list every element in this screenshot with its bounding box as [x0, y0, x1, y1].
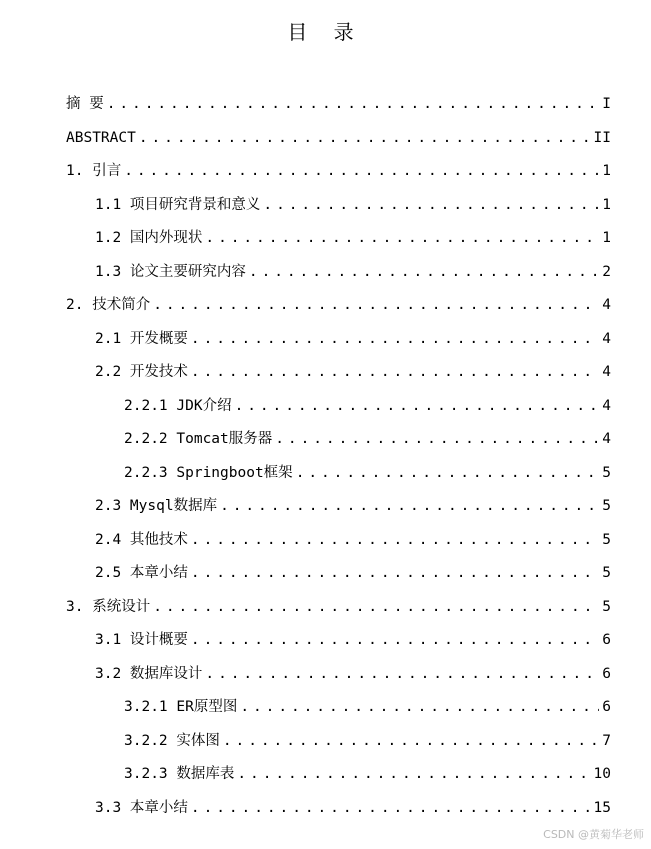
toc-entry-label: 1.1 项目研究背景和意义 [95, 197, 261, 213]
toc-leader-dots [296, 462, 600, 484]
toc-entry-2-2-2[interactable] [124, 428, 611, 450]
toc-leader-dots [275, 428, 599, 450]
toc-entry-abstract-cn[interactable] [66, 93, 611, 115]
toc-entry-page: 7 [602, 733, 611, 749]
toc-entry-page: 4 [602, 398, 611, 414]
toc-entry-page: 5 [602, 498, 611, 514]
toc-entry-label: 2.2.1 JDK介绍 [124, 398, 232, 414]
toc-leader-dots [205, 663, 599, 685]
toc-entry-page: 1 [602, 197, 611, 213]
toc-entry-page: 1 [602, 230, 611, 246]
toc-leader-dots [153, 596, 599, 618]
toc-entry-1-1[interactable] [95, 194, 611, 216]
toc-entry-page: I [602, 96, 611, 112]
toc-entry-label: 1.3 论文主要研究内容 [95, 264, 246, 280]
toc-leader-dots [220, 495, 599, 517]
toc-entry-page: 5 [602, 599, 611, 615]
toc-entry-label: ABSTRACT [66, 130, 136, 146]
toc-leader-dots [191, 562, 599, 584]
toc-leader-dots [124, 160, 599, 182]
toc-leader-dots [139, 127, 591, 149]
toc-entry-3-2-2[interactable] [124, 730, 611, 752]
toc-entry-page: 6 [602, 632, 611, 648]
toc-leader-dots [191, 797, 591, 819]
toc-leader-dots [191, 361, 599, 383]
toc-entry-label: 2. 技术简介 [66, 297, 151, 313]
toc-entry-2-2-1[interactable] [124, 395, 611, 417]
toc-entry-label: 3.2.3 数据库表 [124, 766, 235, 782]
toc-entry-2-1[interactable] [95, 328, 611, 350]
toc-entry-1-3[interactable] [95, 261, 611, 283]
toc-leader-dots [191, 529, 599, 551]
toc-entry-label: 2.2 开发技术 [95, 364, 188, 380]
toc-leader-dots [235, 395, 600, 417]
toc-entry-label: 摘 要 [66, 96, 104, 112]
page-title: 目 录 [287, 20, 364, 44]
toc-leader-dots [153, 294, 599, 316]
toc-entry-label: 3.2.1 ER原型图 [124, 699, 238, 715]
toc-entry-3-2-3[interactable] [124, 763, 611, 785]
toc-entry-page: 1 [602, 163, 611, 179]
toc-entry-label: 3.1 设计概要 [95, 632, 188, 648]
toc-entry-2-4[interactable] [95, 529, 611, 551]
toc-entry-page: 6 [602, 666, 611, 682]
toc-entry-label: 3. 系统设计 [66, 599, 151, 615]
toc-entry-label: 3.3 本章小结 [95, 800, 188, 816]
toc-leader-dots [107, 93, 600, 115]
toc-entry-3-1[interactable] [95, 629, 611, 651]
toc-entry-label: 3.2.2 实体图 [124, 733, 220, 749]
toc-entry-page: 5 [602, 532, 611, 548]
toc-leader-dots [240, 696, 599, 718]
toc-entry-page: 6 [602, 699, 611, 715]
toc-leader-dots [263, 194, 599, 216]
toc-entry-label: 2.2.2 Tomcat服务器 [124, 431, 273, 447]
toc-entry-page: 5 [602, 565, 611, 581]
toc-leader-dots [237, 763, 590, 785]
toc-entry-page: 5 [602, 465, 611, 481]
toc-leader-dots [223, 730, 599, 752]
toc-entry-1-2[interactable] [95, 227, 611, 249]
toc-entry-label: 2.5 本章小结 [95, 565, 188, 581]
toc-entry-abstract-en[interactable] [66, 127, 611, 149]
toc-leader-dots [191, 328, 599, 350]
toc-leader-dots [191, 629, 599, 651]
toc-entry-2-2[interactable] [95, 361, 611, 383]
toc-entry-page: 2 [602, 264, 611, 280]
toc-entry-page: II [593, 130, 611, 146]
toc-entry-page: 4 [602, 331, 611, 347]
toc-entry-2-3[interactable] [95, 495, 611, 517]
toc-entry-page: 4 [602, 297, 611, 313]
toc-entry-page: 15 [593, 800, 611, 816]
toc-entry-chapter-1[interactable] [66, 160, 611, 182]
toc-leader-dots [249, 261, 599, 283]
watermark: CSDN @黄菊华老师 [543, 828, 644, 841]
toc-entry-3-3[interactable] [95, 797, 611, 819]
toc-entry-2-2-3[interactable] [124, 462, 611, 484]
toc-entry-page: 4 [602, 364, 611, 380]
toc-entry-label: 2.2.3 Springboot框架 [124, 465, 293, 481]
toc-entry-label: 2.1 开发概要 [95, 331, 188, 347]
toc-leader-dots [205, 227, 599, 249]
toc-entry-chapter-2[interactable] [66, 294, 611, 316]
toc-entry-label: 2.4 其他技术 [95, 532, 188, 548]
toc-entry-label: 1.2 国内外现状 [95, 230, 203, 246]
toc-entry-chapter-3[interactable] [66, 596, 611, 618]
toc-entry-label: 2.3 Mysql数据库 [95, 498, 218, 514]
toc-entry-page: 4 [602, 431, 611, 447]
toc-entry-3-2[interactable] [95, 663, 611, 685]
toc-entry-page: 10 [593, 766, 611, 782]
toc-entry-label: 1. 引言 [66, 163, 122, 179]
toc-entry-label: 3.2 数据库设计 [95, 666, 203, 682]
toc-entry-2-5[interactable] [95, 562, 611, 584]
toc-entry-3-2-1[interactable] [124, 696, 611, 718]
